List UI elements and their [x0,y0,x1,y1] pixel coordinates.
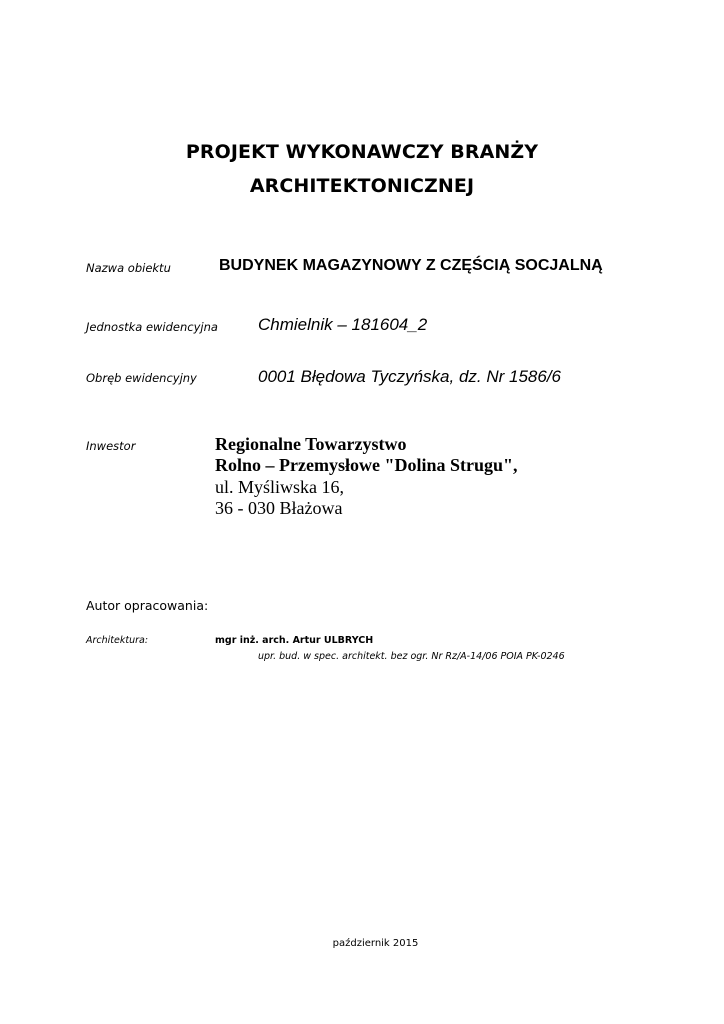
object-name-value: BUDYNEK MAGAZYNOWY Z CZĘŚCIĄ SOCJALNĄ [219,257,603,274]
investor-city: 36 - 030 Błażowa [215,498,343,518]
author-qualifications: upr. bud. w spec. architekt. bez ogr. Nr Rz/A-14/06 POIA PK-0246 [258,651,565,662]
author-name: mgr inż. arch. Artur ULBRYCH [215,635,374,646]
registry-precinct-value: 0001 Błędowa Tyczyńska, dz. Nr 1586/6 [258,367,562,386]
investor-street: ul. Myśliwska 16, [215,477,345,497]
investor-label: Inwestor [86,439,136,453]
document-date: październik 2015 [332,938,419,949]
registry-unit-value: Chmielnik – 181604_2 [258,315,428,334]
registry-precinct-label: Obręb ewidencyjny [86,371,197,385]
object-name-label: Nazwa obiektu [86,261,171,275]
document-title-line-1: PROJEKT WYKONAWCZY BRANŻY [185,141,539,163]
registry-unit-label: Jednostka ewidencyjna [86,320,218,334]
author-role-label: Architektura: [86,635,149,646]
author-heading: Autor opracowania: [86,598,209,613]
investor-name-line-2: Rolno – Przemysłowe "Dolina Strugu", [215,455,518,475]
investor-name-line-1: Regionalne Towarzystwo [215,434,407,454]
document-title-line-2: ARCHITEKTONICZNEJ [249,175,475,197]
